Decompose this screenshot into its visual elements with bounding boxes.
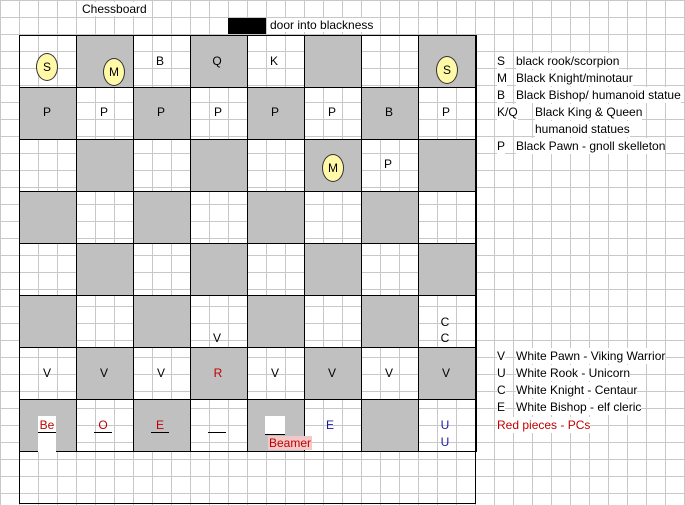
board-frame [19, 35, 476, 504]
legend-key: E [497, 400, 506, 414]
white-rook-piece: U [440, 435, 450, 449]
black-pawn-piece: P [270, 105, 279, 119]
white-knight-piece: C [440, 315, 450, 329]
black-pawn-piece: P [327, 105, 336, 119]
legend-text: Black Bishop/ humanoid statue [516, 88, 681, 102]
legend-text: White Rook - Unicorn [516, 366, 631, 380]
legend-text: black rook/scorpion [516, 54, 620, 68]
black-pawn-piece: P [42, 105, 51, 119]
legend-key: C [497, 383, 506, 397]
black-rook-token: S [36, 53, 58, 81]
legend-key: V [497, 349, 506, 363]
black-pawn-piece: P [156, 105, 165, 119]
pc-piece-r: R [213, 366, 223, 380]
legend-text: humanoid statues [535, 122, 630, 136]
white-pawn-piece: V [212, 331, 221, 345]
legend-key: P [497, 139, 506, 153]
white-pawn-piece: V [270, 366, 279, 380]
black-pawn-piece: P [441, 105, 450, 119]
legend-text: White Bishop - elf cleric [516, 400, 642, 414]
page-title: Chessboard [82, 2, 147, 16]
legend-text: Black Knight/minotaur [516, 71, 633, 85]
black-king-piece: K [269, 54, 278, 68]
white-pawn-piece: V [327, 366, 336, 380]
black-knight-token: M [103, 58, 125, 86]
white-pawn-piece: V [42, 366, 51, 380]
white-pawn-piece: V [441, 366, 450, 380]
legend-red: Red pieces - PCs [497, 418, 591, 432]
black-queen-piece: Q [212, 54, 222, 68]
legend-key: B [497, 88, 506, 102]
white-pawn-piece: V [99, 366, 108, 380]
door-label: door into blackness [270, 18, 374, 32]
white-bishop-piece: E [325, 418, 334, 432]
pc-piece-o: O [94, 418, 112, 433]
black-pawn-piece: P [213, 105, 222, 119]
white-pawn-piece: V [384, 366, 393, 380]
legend-text: White Knight - Centaur [516, 383, 638, 397]
legend-key: M [497, 71, 507, 85]
legend-text: Black King & Queen [535, 105, 643, 119]
white-pawn-piece: V [156, 366, 165, 380]
white-knight-piece: C [440, 331, 450, 345]
black-knight-token: M [322, 154, 344, 182]
legend-key: S [497, 54, 506, 68]
legend-key: K/Q [497, 105, 518, 119]
pc-piece-be: Be [39, 418, 55, 432]
legend-key: U [497, 366, 506, 380]
black-rook-token: S [436, 56, 458, 84]
pc-label-beamer: Beamer [269, 436, 312, 450]
black-pawn-piece: P [383, 157, 392, 171]
white-rook-piece: U [440, 418, 450, 432]
legend-text: Black Pawn - gnoll skelleton [516, 139, 666, 153]
legend-text: White Pawn - Viking Warrior [516, 349, 666, 363]
black-bishop-piece: B [384, 105, 393, 119]
black-pawn-piece: P [99, 105, 108, 119]
pc-piece-e: E [151, 418, 169, 433]
door-block [228, 18, 266, 34]
black-bishop-piece: B [155, 54, 164, 68]
